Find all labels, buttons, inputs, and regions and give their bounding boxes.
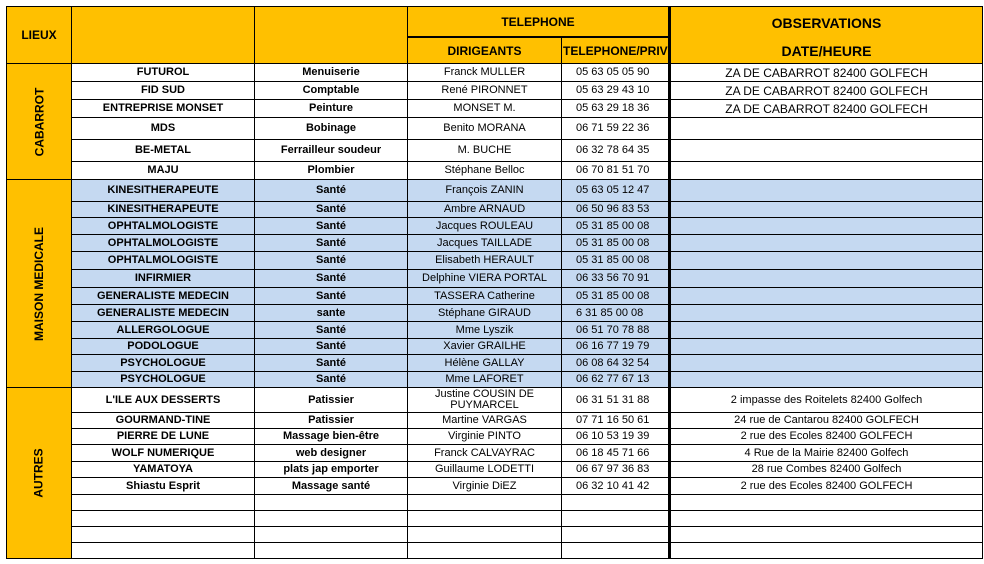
section-label-text: AUTRES xyxy=(32,448,46,498)
cell-phone[interactable]: 06 50 96 83 53 xyxy=(562,202,669,218)
cell-phone[interactable]: 05 63 05 05 90 xyxy=(562,64,669,82)
cell-name[interactable]: FID SUD xyxy=(72,82,255,100)
cell-obs[interactable] xyxy=(669,543,983,559)
cell-contact[interactable]: Benito MORANA xyxy=(408,118,562,140)
cell-type[interactable]: Santé xyxy=(255,322,408,339)
cell-type[interactable] xyxy=(255,527,408,543)
cell-contact[interactable]: Franck CALVAYRAC xyxy=(408,445,562,462)
cell-name[interactable]: PIERRE DE LUNE xyxy=(72,429,255,445)
cell-contact[interactable] xyxy=(408,543,562,559)
cell-name[interactable]: MAJU xyxy=(72,162,255,180)
cell-name[interactable]: WOLF NUMERIQUE xyxy=(72,445,255,462)
cell-contact[interactable] xyxy=(408,495,562,511)
cell-type[interactable]: Comptable xyxy=(255,82,408,100)
cell-obs[interactable] xyxy=(669,288,983,305)
cell-phone[interactable]: 06 10 53 19 39 xyxy=(562,429,669,445)
cell-name[interactable] xyxy=(72,543,255,559)
cell-contact[interactable]: TASSERA Catherine xyxy=(408,288,562,305)
header-dirigeants[interactable]: DIRIGEANTS xyxy=(408,38,562,64)
cell-obs[interactable]: 24 rue de Cantarou 82400 GOLFECH xyxy=(669,413,983,429)
cell-obs[interactable]: ZA DE CABARROT 82400 GOLFECH xyxy=(669,64,983,82)
cell-obs[interactable] xyxy=(669,339,983,355)
cell-contact[interactable]: Ambre ARNAUD xyxy=(408,202,562,218)
header-lieux[interactable]: LIEUX xyxy=(6,6,72,64)
cell-phone[interactable]: 06 71 59 22 36 xyxy=(562,118,669,140)
cell-contact[interactable]: Justine COUSIN DE PUYMARCEL xyxy=(408,388,562,413)
cell-phone[interactable]: 06 08 64 32 54 xyxy=(562,355,669,372)
cell-phone[interactable]: 07 71 16 50 61 xyxy=(562,413,669,429)
cell-obs[interactable] xyxy=(669,495,983,511)
cell-contact[interactable]: M. BUCHE xyxy=(408,140,562,162)
cell-obs[interactable] xyxy=(669,322,983,339)
section-label-text: MAISON MEDICALE xyxy=(32,226,46,341)
cell-name[interactable]: KINESITHERAPEUTE xyxy=(72,180,255,202)
cell-type[interactable]: Santé xyxy=(255,339,408,355)
cell-phone[interactable]: 05 31 85 00 08 xyxy=(562,235,669,252)
cell-name[interactable]: GENERALISTE MEDECIN xyxy=(72,288,255,305)
cell-name[interactable]: YAMATOYA xyxy=(72,462,255,478)
cell-type[interactable]: Plombier xyxy=(255,162,408,180)
cell-type[interactable]: Bobinage xyxy=(255,118,408,140)
cell-type[interactable]: Massage santé xyxy=(255,478,408,495)
cell-name[interactable]: GENERALISTE MEDECIN xyxy=(72,305,255,322)
cell-name[interactable]: Shiastu Esprit xyxy=(72,478,255,495)
cell-phone[interactable]: 05 31 85 00 08 xyxy=(562,288,669,305)
cell-phone[interactable]: 05 63 05 12 47 xyxy=(562,180,669,202)
header-blank-name[interactable] xyxy=(72,6,255,64)
cell-type[interactable]: Massage bien-être xyxy=(255,429,408,445)
cell-type[interactable]: plats jap emporter xyxy=(255,462,408,478)
cell-obs[interactable] xyxy=(669,355,983,372)
cell-name[interactable]: OPHTALMOLOGISTE xyxy=(72,252,255,270)
cell-contact[interactable]: Mme LAFORET xyxy=(408,372,562,388)
cell-name[interactable]: L'ILE AUX DESSERTS xyxy=(72,388,255,413)
cell-contact[interactable]: Virginie PINTO xyxy=(408,429,562,445)
cell-phone[interactable] xyxy=(562,527,669,543)
cell-name[interactable]: INFIRMIER xyxy=(72,270,255,288)
cell-type[interactable]: Santé xyxy=(255,180,408,202)
cell-contact[interactable]: MONSET M. xyxy=(408,100,562,118)
cell-name[interactable]: OPHTALMOLOGISTE xyxy=(72,235,255,252)
cell-obs[interactable] xyxy=(669,527,983,543)
cell-type[interactable]: Patissier xyxy=(255,388,408,413)
cell-name[interactable]: PSYCHOLOGUE xyxy=(72,355,255,372)
cell-name[interactable]: BE-METAL xyxy=(72,140,255,162)
cell-name[interactable]: ALLERGOLOGUE xyxy=(72,322,255,339)
cell-obs[interactable] xyxy=(669,305,983,322)
cell-obs[interactable] xyxy=(669,372,983,388)
cell-obs[interactable] xyxy=(669,218,983,235)
cell-obs[interactable]: 2 rue des Ecoles 82400 GOLFECH xyxy=(669,429,983,445)
header-blank-type[interactable] xyxy=(255,6,408,64)
cell-phone[interactable]: 06 62 77 67 13 xyxy=(562,372,669,388)
cell-name[interactable] xyxy=(72,511,255,527)
cell-contact[interactable]: Jacques TAILLADE xyxy=(408,235,562,252)
cell-type[interactable]: Santé xyxy=(255,355,408,372)
cell-obs[interactable] xyxy=(669,162,983,180)
cell-name[interactable]: PSYCHOLOGUE xyxy=(72,372,255,388)
cell-type[interactable]: Patissier xyxy=(255,413,408,429)
cell-contact[interactable] xyxy=(408,527,562,543)
cell-obs[interactable]: 28 rue Combes 82400 Golfech xyxy=(669,462,983,478)
cell-name[interactable] xyxy=(72,527,255,543)
cell-type[interactable]: Santé xyxy=(255,372,408,388)
cell-name[interactable]: MDS xyxy=(72,118,255,140)
cell-type[interactable]: Santé xyxy=(255,288,408,305)
cell-phone[interactable]: 06 70 81 51 70 xyxy=(562,162,669,180)
cell-contact[interactable]: Stéphane Belloc xyxy=(408,162,562,180)
section-label[interactable] xyxy=(6,64,72,180)
cell-phone[interactable]: 06 51 70 78 88 xyxy=(562,322,669,339)
cell-name[interactable]: PODOLOGUE xyxy=(72,339,255,355)
cell-contact[interactable]: Hélène GALLAY xyxy=(408,355,562,372)
cell-phone[interactable]: 06 32 78 64 35 xyxy=(562,140,669,162)
cell-contact[interactable]: Guillaume LODETTI xyxy=(408,462,562,478)
cell-contact[interactable]: Delphine VIERA PORTAL xyxy=(408,270,562,288)
cell-obs[interactable] xyxy=(669,270,983,288)
cell-contact[interactable]: Elisabeth HERAULT xyxy=(408,252,562,270)
cell-name[interactable]: OPHTALMOLOGISTE xyxy=(72,218,255,235)
cell-phone[interactable] xyxy=(562,543,669,559)
cell-phone[interactable]: 05 31 85 00 08 xyxy=(562,252,669,270)
cell-name[interactable]: GOURMAND-TINE xyxy=(72,413,255,429)
cell-phone[interactable]: 06 16 77 19 79 xyxy=(562,339,669,355)
cell-name[interactable]: ENTREPRISE MONSET xyxy=(72,100,255,118)
cell-type[interactable] xyxy=(255,511,408,527)
cell-phone[interactable]: 06 32 10 41 42 xyxy=(562,478,669,495)
cell-type[interactable]: Santé xyxy=(255,270,408,288)
cell-obs[interactable]: 2 impasse des Roitelets 82400 Golfech xyxy=(669,388,983,413)
cell-phone[interactable]: 06 18 45 71 66 xyxy=(562,445,669,462)
cell-contact[interactable]: Jacques ROULEAU xyxy=(408,218,562,235)
cell-contact[interactable]: Franck MULLER xyxy=(408,64,562,82)
cell-contact[interactable]: François ZANIN xyxy=(408,180,562,202)
cell-type[interactable]: Santé xyxy=(255,252,408,270)
header-observations[interactable]: OBSERVATIONS xyxy=(669,6,983,38)
cell-phone[interactable]: 06 31 51 31 88 xyxy=(562,388,669,413)
cell-obs[interactable]: 2 rue des Ecoles 82400 GOLFECH xyxy=(669,478,983,495)
cell-contact[interactable]: Virginie DiEZ xyxy=(408,478,562,495)
cell-obs[interactable] xyxy=(669,180,983,202)
header-date-heure[interactable]: DATE/HEURE xyxy=(669,38,983,64)
cell-phone[interactable] xyxy=(562,495,669,511)
cell-obs[interactable] xyxy=(669,202,983,218)
cell-obs[interactable] xyxy=(669,511,983,527)
cell-phone[interactable]: 05 63 29 18 36 xyxy=(562,100,669,118)
cell-contact[interactable]: Mme Lyszik xyxy=(408,322,562,339)
cell-type[interactable]: Santé xyxy=(255,202,408,218)
cell-phone[interactable]: 06 33 56 70 91 xyxy=(562,270,669,288)
cell-obs[interactable]: 4 Rue de la Mairie 82400 Golfech xyxy=(669,445,983,462)
cell-obs[interactable] xyxy=(669,118,983,140)
cell-contact[interactable]: Xavier GRAILHE xyxy=(408,339,562,355)
cell-type[interactable]: sante xyxy=(255,305,408,322)
cell-contact[interactable] xyxy=(408,511,562,527)
cell-type[interactable]: Santé xyxy=(255,218,408,235)
cell-contact[interactable]: René PIRONNET xyxy=(408,82,562,100)
cell-type[interactable]: web designer xyxy=(255,445,408,462)
cell-obs[interactable]: ZA DE CABARROT 82400 GOLFECH xyxy=(669,82,983,100)
cell-type[interactable] xyxy=(255,495,408,511)
cell-phone[interactable]: 05 63 29 43 10 xyxy=(562,82,669,100)
cell-type[interactable]: Ferrailleur soudeur xyxy=(255,140,408,162)
section-label[interactable] xyxy=(6,180,72,388)
cell-phone[interactable]: 05 31 85 00 08 xyxy=(562,218,669,235)
cell-obs[interactable] xyxy=(669,140,983,162)
cell-obs[interactable] xyxy=(669,235,983,252)
cell-phone[interactable] xyxy=(562,511,669,527)
cell-type[interactable]: Menuiserie xyxy=(255,64,408,82)
section-label[interactable] xyxy=(6,388,72,559)
header-telephone[interactable]: TELEPHONE xyxy=(408,6,669,38)
cell-contact[interactable]: Stéphane GIRAUD xyxy=(408,305,562,322)
cell-obs[interactable]: ZA DE CABARROT 82400 GOLFECH xyxy=(669,100,983,118)
cell-type[interactable] xyxy=(255,543,408,559)
cell-obs[interactable] xyxy=(669,252,983,270)
cell-phone[interactable]: 06 67 97 36 83 xyxy=(562,462,669,478)
cell-name[interactable]: FUTUROL xyxy=(72,64,255,82)
cell-name[interactable] xyxy=(72,495,255,511)
cell-type[interactable]: Peinture xyxy=(255,100,408,118)
section-label-text: CABARROT xyxy=(32,87,47,156)
cell-contact[interactable]: Martine VARGAS xyxy=(408,413,562,429)
header-telephone-priv[interactable]: TELEPHONE/PRIV xyxy=(562,38,669,64)
cell-phone[interactable]: 6 31 85 00 08 xyxy=(562,305,669,322)
cell-name[interactable]: KINESITHERAPEUTE xyxy=(72,202,255,218)
cell-type[interactable]: Santé xyxy=(255,235,408,252)
